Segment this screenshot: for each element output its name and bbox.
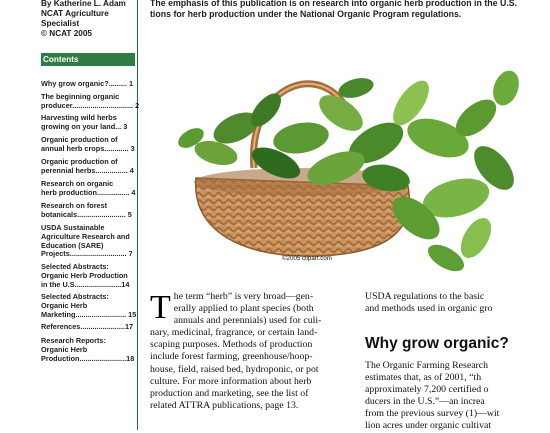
right-column-body (365, 360, 550, 433)
toc-line: Production.......................18 (41, 353, 135, 363)
toc-line: perennial herbs................ 4 (41, 165, 134, 175)
toc-line: Selected Abstracts: (41, 262, 109, 271)
intro-line: tions for herb production under the National Organic Program regulations. (150, 9, 462, 19)
author-line: By Katherine L. Adam (41, 0, 126, 8)
paragraph-line: production and marketing, see the list of (150, 387, 309, 399)
right-column-top (365, 291, 550, 315)
toc-line: in the U.S.......................14 (41, 279, 130, 289)
toc-line: References......................17 (41, 322, 134, 331)
toc-line: Education (SARE) (41, 240, 104, 250)
toc-line: USDA Sustainable (41, 223, 105, 232)
toc-line: producer.............................. 2 (41, 100, 140, 110)
toc-item-research-reports[interactable] (41, 337, 134, 363)
drop-cap: T (150, 289, 171, 326)
toc-line: Harvesting wild herbs (41, 113, 117, 122)
paragraph-line: culture. For more information about herb (150, 375, 312, 387)
toc-line: annual herb crops............ 3 (41, 143, 135, 153)
paragraph-line: The Organic Farming Research (365, 360, 489, 371)
copyright-line: © NCAT 2005 (41, 29, 92, 38)
toc-item-harvesting-wild-herbs[interactable] (41, 114, 134, 132)
paragraph-line: nary, medicinal, fragrance, or certain land- (150, 327, 318, 339)
paragraph-line: related ATTRA publications, page 13. (150, 399, 299, 411)
toc-line: Research on organic (41, 179, 114, 188)
paragraph-line: from the previous survey (1)—wit (365, 408, 500, 420)
paragraph-line: ducers in the U.S.”—an increa (365, 396, 485, 408)
toc-line: Selected Abstracts: (41, 292, 109, 301)
toc-item-research-organic-herb[interactable] (41, 180, 134, 198)
toc-item-forest-botanicals[interactable] (41, 202, 134, 220)
paragraph-line: lion acres under organic cultivat (365, 420, 492, 432)
paragraph-line: estimates that, as of 2001, “th (365, 372, 482, 384)
paragraph-line: and methods used in organic gro (365, 303, 493, 315)
toc-line: herb production................ 4 (41, 187, 136, 197)
toc-line: Organic production of (41, 135, 118, 144)
contents-heading: Contents (41, 53, 135, 66)
paragraph-line: approximately 7,200 certified o (365, 384, 489, 396)
intro-paragraph (150, 291, 356, 412)
toc-line: growing on your land... 3 (41, 121, 128, 131)
author-line: NCAT Agriculture (41, 9, 109, 18)
herb-basket-image (176, 58, 522, 276)
toc-line: Research on forest (41, 201, 108, 210)
paragraph-line: include forest farming, greenhouse/hoop- (150, 351, 313, 363)
toc-line: The beginning organic (41, 92, 120, 101)
toc-line: Why grow organic?......... 1 (41, 79, 134, 88)
toc-item-sare-projects[interactable] (41, 224, 134, 259)
toc-line: botanicals........................ 5 (41, 209, 132, 219)
section-heading-why-grow-organic: Why grow organic? (365, 335, 509, 352)
toc-item-references[interactable] (41, 323, 134, 332)
toc-line: Agriculture Research and (41, 231, 130, 241)
paragraph-line: USDA regulations to the basic (365, 291, 485, 302)
toc-line: Research Reports: (41, 336, 106, 345)
paragraph-line: house, field, raised bed, hydroponic, or pot (150, 363, 319, 375)
paragraph-line: he term “herb” is very broad—gen- (173, 291, 314, 302)
paragraph-line: erally applied to plant species (both (173, 303, 314, 315)
sidebar (0, 0, 138, 430)
publication-intro (150, 0, 546, 20)
toc-line: Projects............................ 7 (41, 249, 133, 259)
author-block (0, 0, 137, 39)
toc-item-why-grow-organic[interactable] (41, 80, 134, 89)
paragraph-line: scaping purposes. Methods of production (150, 339, 313, 351)
toc-line: Organic Herb (41, 344, 88, 354)
toc-item-perennial-herbs[interactable] (41, 158, 134, 176)
toc-line: Organic production of (41, 157, 118, 166)
image-credit: ©2005 clipart.com (282, 255, 332, 262)
toc-line: Marketing......................... 15 (41, 309, 137, 319)
toc-item-beginning-producer[interactable] (41, 92, 140, 111)
toc-item-abstracts-marketing[interactable] (41, 292, 137, 319)
intro-line: The emphasis of this publication is on research into organic herb production in the U.S. (150, 0, 518, 8)
toc-item-annual-herb-crops[interactable] (41, 136, 134, 154)
paragraph-line: annuals and perennials) used for culi- (173, 315, 322, 327)
toc-item-abstracts-production[interactable] (41, 263, 134, 289)
author-line: Specialist (41, 19, 80, 28)
toc-line: Organic Herb (41, 300, 88, 310)
toc-line: Organic Herb Production (41, 270, 128, 280)
